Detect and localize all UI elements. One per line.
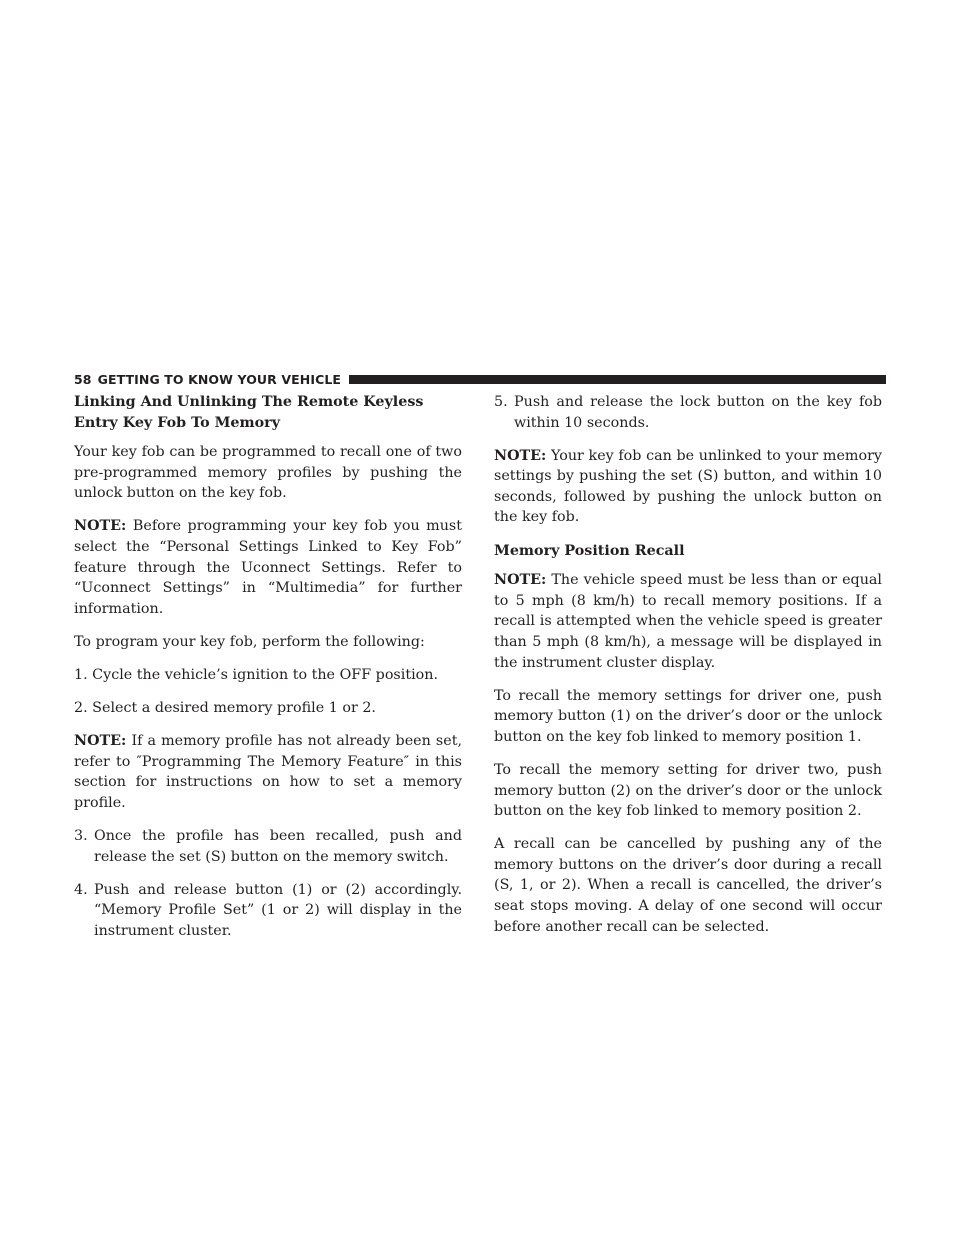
note-text: If a memory profile has not already been set, refer to ″Programming The Memory Feature″ in this section for instructions on how to set a memory profile. [74,733,463,811]
step-5 [494,392,882,433]
right-column [494,392,882,950]
section-title: GETTING TO KNOW YOUR VEHICLE [97,371,342,387]
note-unlink [494,446,882,528]
note-personal-settings [74,516,462,619]
note-label: NOTE: [494,572,547,589]
note-label: NOTE: [74,733,127,750]
header-rule [349,375,886,384]
note-text: The vehicle speed must be less than or equal to 5 mph (8 km/h) to recall memory positions. If a recall is attempted when the vehicle speed is greater than 5 mph (8 km/h), a message will be displayed in the instrument cluster display. [494,572,882,671]
recall-cancel: A recall can be cancelled by pushing any of the memory buttons on the driver’s door during a recall (S, 1, or 2). When a recall is cancelled, the driver’s seat stops moving. A delay of one second will occur before another recall can be selected. [494,836,882,935]
intro-paragraph: Your key fob can be programmed to recall one of two pre-programmed memory profiles by pushing the unlock button on the key fob. [74,444,462,502]
note-memory-profile [74,731,462,813]
step-text: Once the profile has been recalled, push and release the set (S) button on the memory switch. [94,828,462,865]
step-text: Push and release button (1) or (2) accordingly. “Memory Profile Set” (1 or 2) will display in the instrument cluster. [94,881,462,939]
step-1: 1. Cycle the vehicle’s ignition to the OFF position. [74,667,439,684]
step-number: 4. [74,881,88,898]
step-2: 2. Select a desired memory profile 1 or 2. [74,700,376,717]
step-3 [74,826,462,867]
note-vehicle-speed [494,570,882,673]
section-heading-memory-recall: Memory Position Recall [494,542,685,559]
note-label: NOTE: [494,447,547,464]
recall-driver-two: To recall the memory setting for driver two, push memory button (2) on the driver’s door or the unlock button on the key fob linked to memory position 2. [494,761,882,820]
step-text: Push and release the lock button on the key fob within 10 seconds. [514,394,882,431]
note-label: NOTE: [74,518,127,535]
section-heading-key-fob-memory: Linking And Unlinking The Remote Keyless Entry Key Fob To Memory [74,394,424,431]
program-intro: To program your key fob, perform the following: [74,633,425,650]
step-4 [74,880,462,942]
step-number: 3. [74,828,88,845]
note-text: Before programming your key fob you must select the “Personal Settings Linked to Key Fob” feature through the Uconnect Settings. Refer to “Uconnect Settings” in “Multimedia” for further information. [74,518,463,617]
note-text: Your key fob can be unlinked to your memory settings by pushing the set (S) button, and within 10 seconds, followed by pushing the unlock button on the key fob. [494,447,882,526]
page-header [74,370,886,388]
page-number: 58 [74,371,92,387]
step-number: 5. [494,394,508,410]
left-column [74,392,462,954]
recall-driver-one: To recall the memory settings for driver one, push memory button (1) on the driver’s door or the unlock button on the key fob linked to memory position 1. [494,687,882,745]
